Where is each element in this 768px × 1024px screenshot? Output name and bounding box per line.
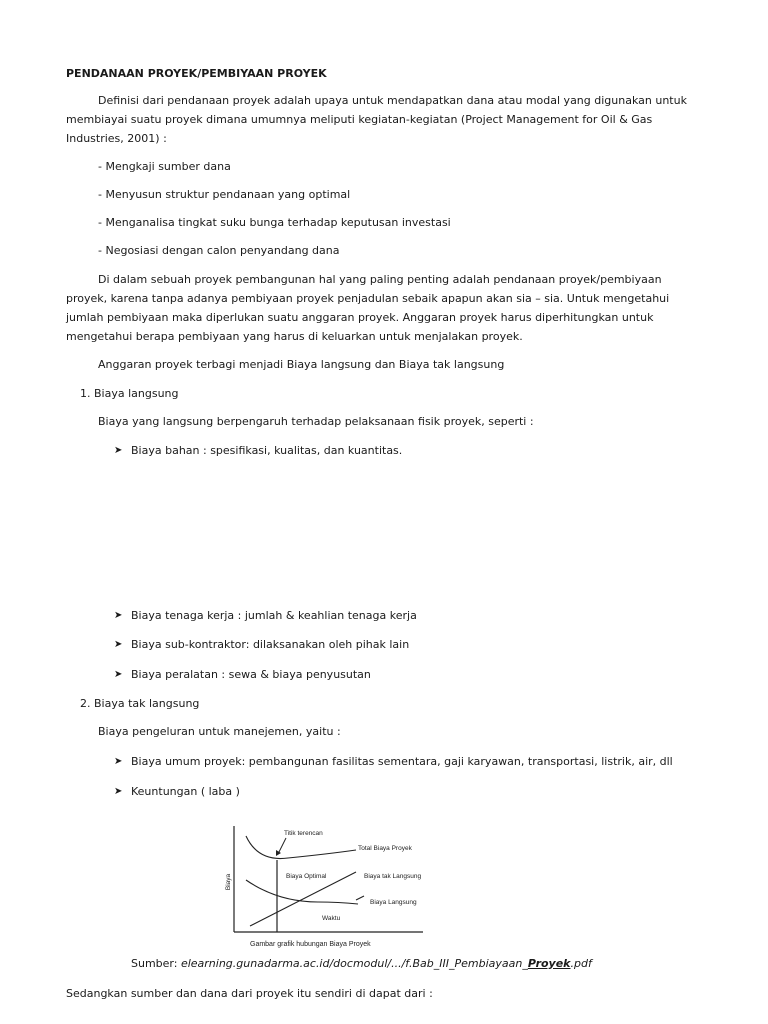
list-item: Biaya peralatan : sewa & biaya penyusutan [131, 668, 371, 681]
dash-item: - Negosiasi dengan calon penyandang dana [98, 244, 340, 257]
y-axis-label: Biaya [225, 873, 232, 891]
source-keyword: Proyek [527, 957, 571, 970]
optimal-cost-label: Biaya Optimal [286, 873, 327, 880]
list-item: Biaya tenaga kerja : jumlah & keahlian tenaga kerja [131, 609, 417, 622]
list-item: Biaya sub-kontraktor: dilaksanakan oleh pihak lain [131, 638, 410, 651]
arrowhead-bullet-icon: ➤ [114, 669, 123, 680]
arrowhead-bullet-icon: ➤ [114, 610, 123, 621]
project-cost-figure [218, 822, 438, 954]
arrowhead-bullet-icon: ➤ [114, 445, 123, 456]
list-item: Biaya bahan : spesifikasi, kualitas, dan kuantitas. [131, 444, 403, 457]
figure-caption: Gambar grafik hubungan Biaya Proyek [250, 941, 371, 948]
dash-item: - Menyusun struktur pendanaan yang optimal [98, 188, 351, 201]
direct-cost-label: Biaya Langsung [370, 899, 417, 906]
body-paragraph: Di dalam sebuah proyek pembangunan hal yang paling penting adalah pendanaan proyek/pembiyaan proyek, karena tanpa adanya pembiyaan proyek penjadulan sebaik apapun akan sia – sia. Untuk mengetahui jumlah pembiyaan maka diperlukan suatu anggaran proyek. Anggaran proyek harus diperhitungkan untuk mengetahui berapa pembiyaan yang harus di keluarkan untuk menjalakan proyek. [66, 273, 670, 343]
arrowhead-bullet-icon: ➤ [114, 756, 123, 767]
planned-point-pointer [278, 838, 286, 854]
arrowhead-bullet-icon: ➤ [114, 639, 123, 650]
intro-paragraph: Definisi dari pendanaan proyek adalah upaya untuk mendapatkan dana atau modal yang digunakan untuk membiayai suatu proyek dimana umumnya meliputi kegiatan-kegiatan (Project Management for Oil & Gas Industries, 2001) : [66, 94, 687, 145]
list-item: Keuntungan ( laba ) [131, 785, 240, 798]
section-heading-direct-cost: 1. Biaya langsung [80, 387, 179, 400]
arrowhead-bullet-icon: ➤ [114, 786, 123, 797]
x-axis-label: Waktu [322, 915, 341, 922]
source-extension: .pdf [570, 957, 592, 970]
list-item: Biaya umum proyek: pembangunan fasilitas sementara, gaji karyawan, transportasi, listrik, air, dll [131, 755, 673, 768]
direct-cost-line-tail [356, 896, 364, 900]
section-description: Biaya pengeluran untuk manejemen, yaitu : [98, 725, 341, 738]
closing-sentence: Sedangkan sumber dan dana dari proyek itu sendiri di dapat dari : [66, 987, 433, 1000]
total-cost-curve [246, 836, 356, 859]
source-prefix: Sumber: [131, 957, 181, 970]
source-citation [131, 956, 592, 971]
planned-point-arrowhead [276, 850, 281, 856]
indirect-cost-curve [246, 880, 358, 904]
indirect-cost-label: Biaya tak Langsung [364, 873, 422, 880]
section-description: Biaya yang langsung berpengaruh terhadap pelaksanaan fisik proyek, seperti : [98, 415, 534, 428]
planned-point-label: Titik terencan [284, 830, 323, 837]
section-heading-indirect-cost: 2. Biaya tak langsung [80, 697, 200, 710]
body-paragraph-short: Anggaran proyek terbagi menjadi Biaya langsung dan Biaya tak langsung [98, 358, 505, 371]
dash-item: - Menganalisa tingkat suku bunga terhadap keputusan investasi [98, 216, 451, 229]
dash-item: - Mengkaji sumber dana [98, 160, 231, 173]
source-path: elearning.gunadarma.ac.id/docmodul/.../f.Bab_III_Pembiayaan_ [180, 957, 528, 970]
page-title: PENDANAAN PROYEK/PEMBIYAAN PROYEK [66, 67, 327, 80]
total-cost-label: Total Biaya Proyek [358, 845, 412, 852]
